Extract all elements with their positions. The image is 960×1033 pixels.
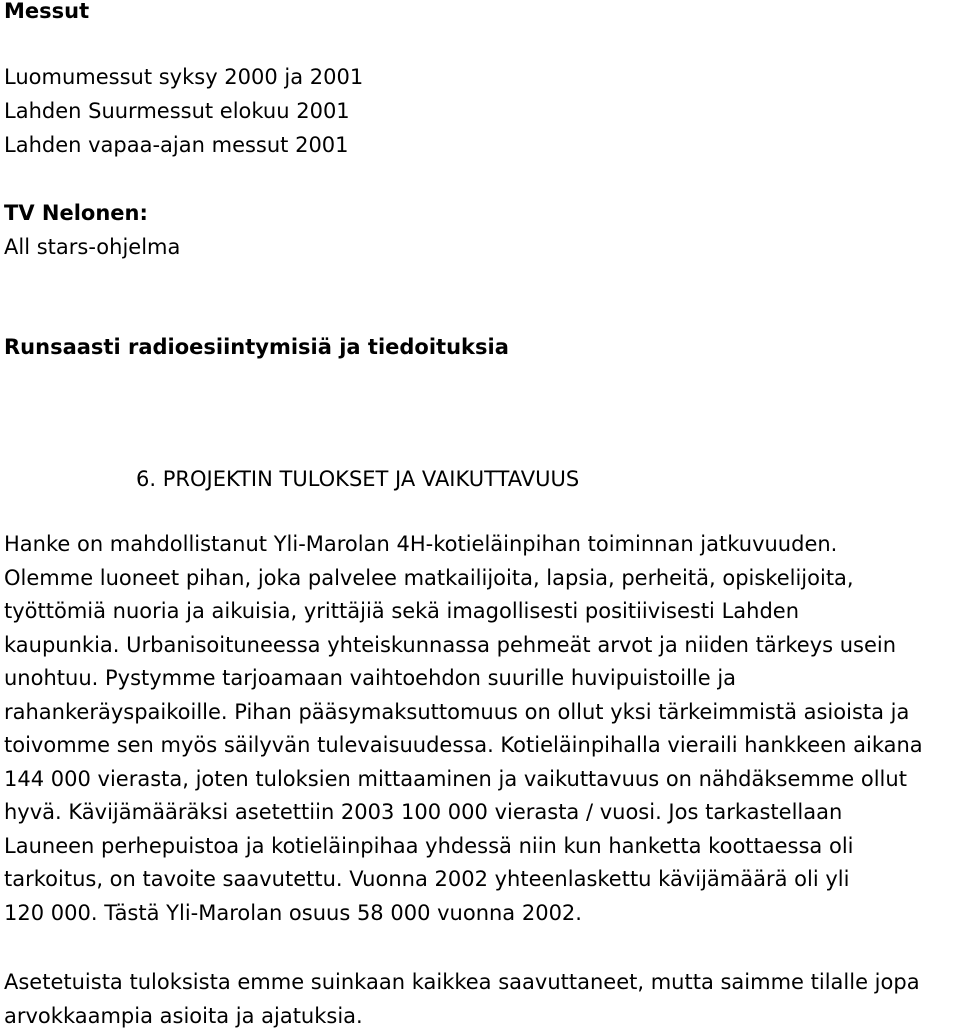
paragraph-line: unohtuu. Pystymme tarjoamaan vaihtoehdon suurille huvipuistoille ja (4, 666, 737, 690)
paragraph-line: arvokkaampia asioita ja ajatuksia. (4, 1004, 363, 1028)
paragraph-line: Asetetuista tuloksista emme suinkaan kaikkea saavuttaneet, mutta saimme tilalle jopa (4, 970, 920, 994)
conclusion-paragraph (4, 965, 920, 1033)
tv-program: All stars-ohjelma (4, 235, 181, 259)
paragraph-line: Launeen perhepuistoa ja kotieläinpihaa yhdessä niin kun hanketta koottaessa oli (4, 833, 854, 858)
paragraph-line: työttömiä nuoria ja aikuisia, yrittäjiä sekä imagollisesti positiivisesti Lahden (4, 599, 800, 623)
paragraph-line: rahankeräyspaikoille. Pihan pääsymaksuttomuus on ollut yksi tärkeimmistä asioista ja (4, 699, 910, 724)
fair-item: Lahden Suurmessut elokuu 2001 (4, 99, 350, 123)
paragraph-line: toivomme sen myös säilyvän tulevaisuudessa. Kotieläinpihalla vieraili hankkeen aikana (4, 733, 923, 757)
section-heading: 6. PROJEKTIN TULOKSET JA VAIKUTTAVUUS (136, 467, 580, 491)
tv-heading: TV Nelonen: (4, 201, 148, 225)
paragraph-line: kaupunkia. Urbanisoituneessa yhteiskunnassa pehmeät arvot ja niiden tärkeys usein (4, 632, 897, 657)
paragraph-line: 120 000. Tästä Yli-Marolan osuus 58 000 vuonna 2002. (4, 900, 582, 925)
paragraph-line: hyvä. Kävijämääräksi asetettiin 2003 100 000 vierasta / vuosi. Jos tarkastellaan (4, 800, 843, 824)
fair-item: Luomumessut syksy 2000 ja 2001 (4, 65, 364, 89)
tv-section (4, 196, 180, 264)
fair-item: Lahden vapaa-ajan messut 2001 (4, 133, 349, 157)
document-title: Messut (4, 0, 90, 23)
paragraph-line: Olemme luoneet pihan, joka palvelee matkailijoita, lapsia, perheitä, opiskelijoita, (4, 565, 854, 590)
radio-heading: Runsaasti radioesiintymisiä ja tiedoituksia (4, 335, 509, 359)
radio-section (4, 330, 509, 364)
results-paragraph (4, 528, 923, 930)
paragraph-line: tarkoitus, on tavoite saavutettu. Vuonna 2002 yhteenlaskettu kävijämäärä oli yli (4, 867, 850, 891)
fairs-list (4, 60, 363, 162)
paragraph-line: Hanke on mahdollistanut Yli-Marolan 4H-kotieläinpihan toiminnan jatkuvuuden. (4, 532, 838, 556)
paragraph-line: 144 000 vierasta, joten tuloksien mittaaminen ja vaikuttavuus on nähdäksemme ollut (4, 766, 907, 791)
